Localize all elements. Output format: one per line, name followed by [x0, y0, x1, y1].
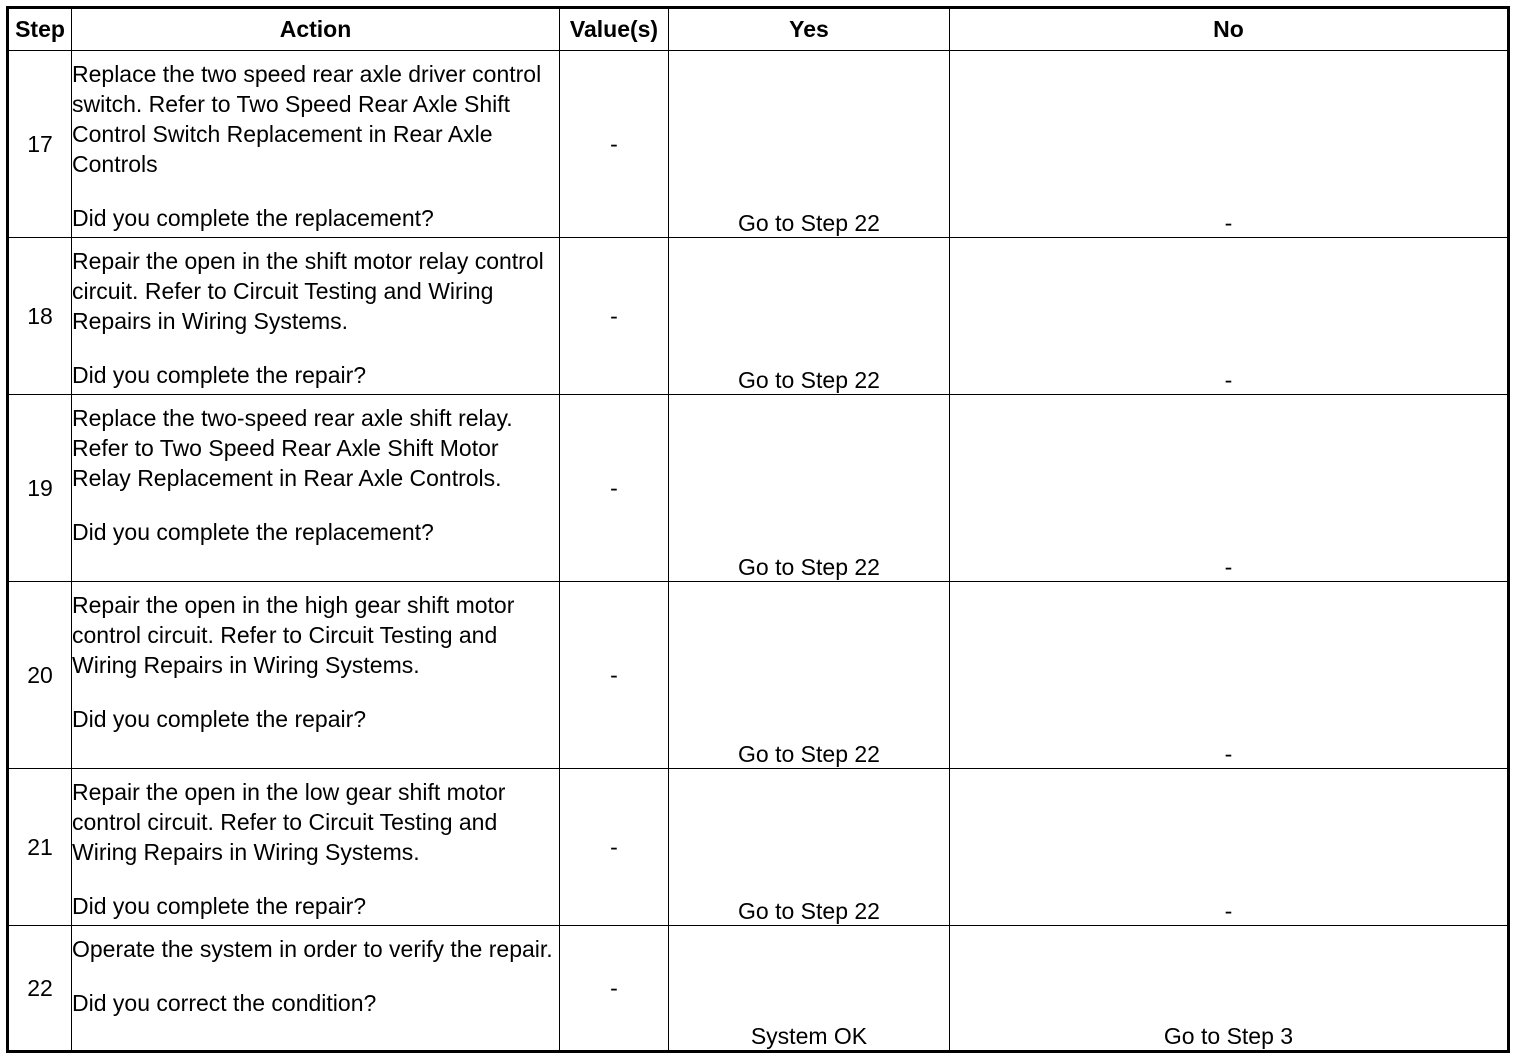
- table-row: [8, 395, 1509, 582]
- value-cell: -: [560, 926, 669, 1052]
- value-cell: -: [560, 769, 669, 926]
- yes-cell: Go to Step 22: [669, 769, 950, 926]
- header-action: Action: [72, 8, 560, 51]
- action-cell: [72, 238, 560, 395]
- action-cell: [72, 582, 560, 769]
- table-row: [8, 582, 1509, 769]
- action-question: Did you complete the repair?: [72, 893, 367, 919]
- no-cell: -: [950, 51, 1509, 238]
- step-number: 18: [8, 238, 72, 395]
- yes-cell: Go to Step 22: [669, 238, 950, 395]
- header-values: Value(s): [560, 8, 669, 51]
- action-text: Repair the open in the high gear shift motor control circuit. Refer to Circuit Testing and Wiring Repairs in Wiring Systems.: [72, 592, 515, 678]
- no-cell: -: [950, 395, 1509, 582]
- action-cell: [72, 395, 560, 582]
- no-cell: Go to Step 3: [950, 926, 1509, 1052]
- table-row: [8, 769, 1509, 926]
- table-row: [8, 51, 1509, 238]
- value-cell: -: [560, 51, 669, 238]
- value-cell: -: [560, 582, 669, 769]
- action-question: Did you complete the repair?: [72, 706, 367, 732]
- value-cell: -: [560, 395, 669, 582]
- value-cell: -: [560, 238, 669, 395]
- header-step: Step: [8, 8, 72, 51]
- action-question: Did you complete the repair?: [72, 362, 367, 388]
- step-number: 22: [8, 926, 72, 1052]
- no-cell: -: [950, 238, 1509, 395]
- table-row: [8, 926, 1509, 1052]
- header-no: No: [950, 8, 1509, 51]
- action-cell: [72, 769, 560, 926]
- diagnostic-table: [6, 6, 1510, 1053]
- yes-cell: Go to Step 22: [669, 582, 950, 769]
- header-yes: Yes: [669, 8, 950, 51]
- table-row: [8, 238, 1509, 395]
- header-row: [8, 8, 1509, 51]
- step-number: 19: [8, 395, 72, 582]
- no-cell: -: [950, 769, 1509, 926]
- action-text: Repair the open in the shift motor relay control circuit. Refer to Circuit Testing and Wiring Repairs in Wiring Systems.: [72, 248, 544, 334]
- action-cell: [72, 926, 560, 1052]
- action-text: Replace the two speed rear axle driver control switch. Refer to Two Speed Rear Axle Shift Control Switch Replacement in Rear Axle Controls: [72, 61, 542, 177]
- action-text: Repair the open in the low gear shift motor control circuit. Refer to Circuit Testing and Wiring Repairs in Wiring Systems.: [72, 779, 506, 865]
- action-question: Did you complete the replacement?: [72, 519, 434, 545]
- yes-cell: System OK: [669, 926, 950, 1052]
- step-number: 17: [8, 51, 72, 238]
- no-cell: -: [950, 582, 1509, 769]
- action-text: Operate the system in order to verify the repair.: [72, 936, 553, 962]
- action-cell: [72, 51, 560, 238]
- action-question: Did you correct the condition?: [72, 990, 377, 1016]
- action-question: Did you complete the replacement?: [72, 205, 434, 231]
- action-text: Replace the two-speed rear axle shift relay. Refer to Two Speed Rear Axle Shift Motor Relay Replacement in Rear Axle Controls.: [72, 405, 513, 491]
- step-number: 20: [8, 582, 72, 769]
- yes-cell: Go to Step 22: [669, 395, 950, 582]
- yes-cell: Go to Step 22: [669, 51, 950, 238]
- step-number: 21: [8, 769, 72, 926]
